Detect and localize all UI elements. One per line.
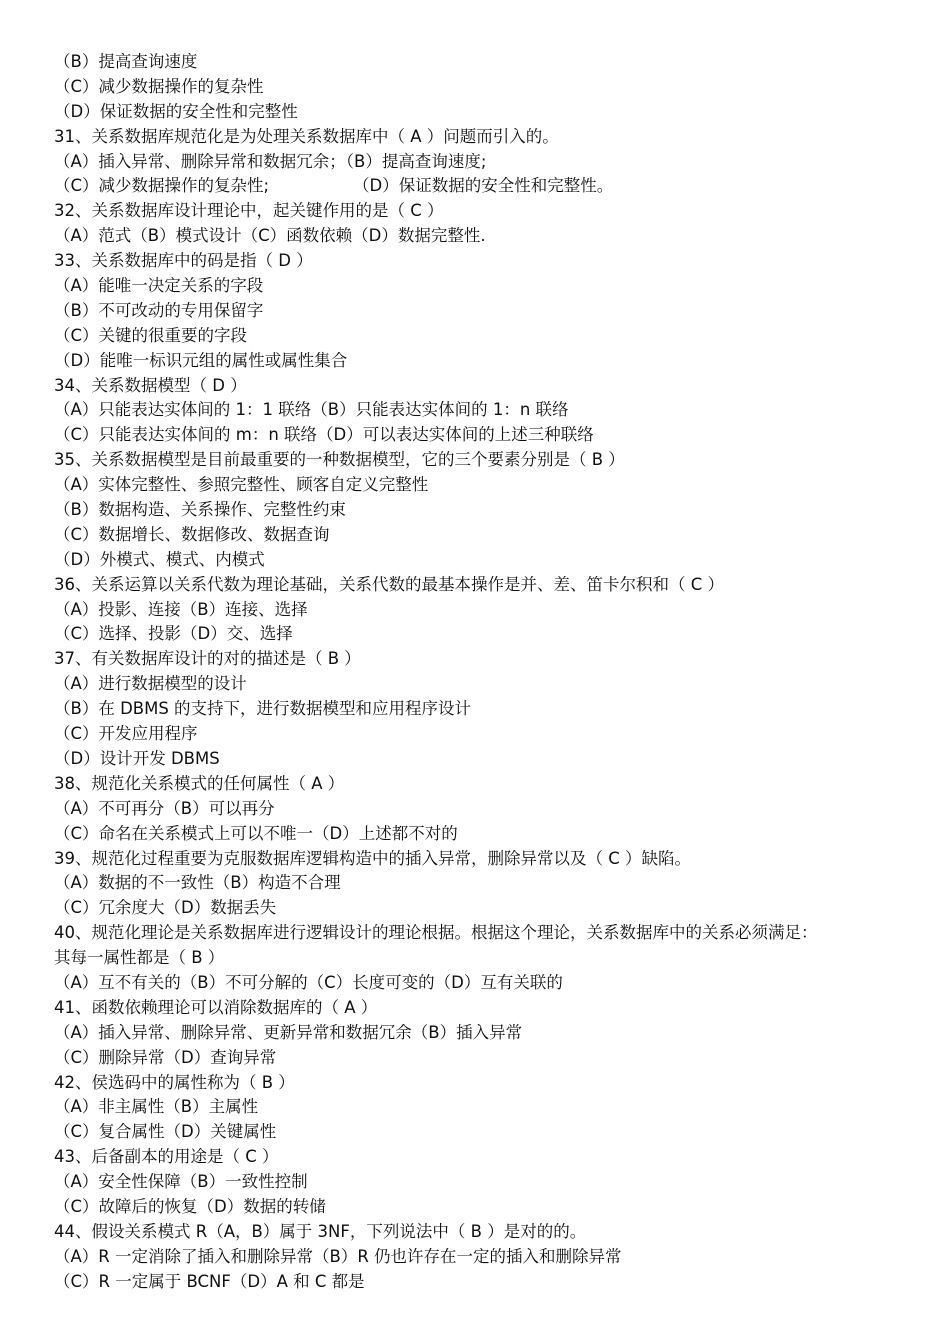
text-line: （B）在 DBMS 的支持下，进行数据模型和应用程序设计	[54, 699, 472, 719]
text-line: （A）插入异常、删除异常、更新异常和数据冗余（B）插入异常	[54, 1022, 523, 1042]
text-line: （C）命名在关系模式上可以不唯一（D）上述都不对的	[54, 823, 458, 843]
text-line: （A）互不有关的（B）不可分解的（C）长度可变的（D）互有关联的	[54, 972, 563, 992]
text-line: （A）只能表达实体间的 1：1 联络（B）只能表达实体间的 1：n 联络	[54, 400, 569, 420]
text-line: （C）R 一定属于 BCNF（D）A 和 C 都是	[54, 1271, 365, 1291]
text-line: （C）减少数据操作的复杂性; （D）保证数据的安全性和完整性。	[54, 176, 614, 196]
text-line: （A）进行数据模型的设计	[54, 674, 247, 694]
question-line: 32、关系数据库设计理论中，起关键作用的是（ C ）	[54, 201, 444, 221]
question-line: 34、关系数据模型（ D ）	[54, 375, 247, 395]
text-line: （D）保证数据的安全性和完整性	[54, 101, 298, 121]
text-line: （C）复合属性（D）关键属性	[54, 1122, 277, 1142]
text-line: （A）能唯一决定关系的字段	[54, 276, 264, 296]
text-line: （C）减少数据操作的复杂性	[54, 76, 264, 96]
question-line: 31、关系数据库规范化是为处理关系数据库中（ A ）问题而引入的。	[54, 126, 559, 146]
question-line: 42、侯选码中的属性称为（ B ）	[54, 1072, 295, 1092]
text-line: （A）数据的不一致性（B）构造不合理	[54, 873, 341, 893]
question-line: 36、关系运算以关系代数为理论基础，关系代数的最基本操作是并、差、笛卡尔积和（ C ）	[54, 574, 725, 594]
text-line: （C）开发应用程序	[54, 724, 198, 744]
text-line: （B）数据构造、关系操作、完整性约束	[54, 500, 346, 520]
question-line: 40、规范化理论是关系数据库进行逻辑设计的理论根据。根据这个理论，关系数据库中的关系必须满足：	[54, 923, 818, 943]
text-line: （D）设计开发 DBMS	[54, 748, 220, 768]
question-line: 35、关系数据模型是目前最重要的一种数据模型，它的三个要素分别是（ B ）	[54, 450, 625, 470]
text-line: （C）删除异常（D）查询异常	[54, 1047, 277, 1067]
question-line: 43、后备副本的用途是（ C ）	[54, 1147, 279, 1167]
question-line: 44、假设关系模式 R（A，B）属于 3NF，下列说法中（ B ）是对的的。	[54, 1221, 587, 1241]
text-line: （C）故障后的恢复（D）数据的转储	[54, 1196, 326, 1216]
text-line: 其每一属性都是（ B ）	[54, 948, 225, 968]
text-line: （B）提高查询速度	[54, 52, 198, 71]
text-line: （B）不可改动的专用保留字	[54, 300, 264, 320]
question-text-block	[54, 50, 904, 1295]
text-line: （C）冗余度大（D）数据丢失	[54, 898, 277, 918]
text-line: （A）不可再分（B）可以再分	[54, 798, 275, 818]
text-line: （C）数据增长、数据修改、数据查询	[54, 524, 330, 544]
question-line: 41、函数依赖理论可以消除数据库的（ A ）	[54, 997, 378, 1017]
text-line: （A）实体完整性、参照完整性、顾客自定义完整性	[54, 475, 429, 495]
text-line: （A）插入异常、删除异常和数据冗余；（B）提高查询速度;	[54, 151, 487, 171]
text-line: （A）非主属性（B）主属性	[54, 1097, 259, 1117]
text-line: （D）外模式、模式、内模式	[54, 549, 265, 569]
question-line: 37、有关数据库设计的对的描述是（ B ）	[54, 649, 361, 669]
text-line: （C）只能表达实体间的 m：n 联络（D）可以表达实体间的上述三种联络	[54, 425, 594, 445]
text-line: （A）R 一定消除了插入和删除异常（B）R 仍也许存在一定的插入和删除异常	[54, 1246, 622, 1266]
text-line: （A）范式（B）模式设计（C）函数依赖（D）数据完整性.	[54, 226, 486, 246]
question-line: 39、规范化过程重要为克服数据库逻辑构造中的插入异常，删除异常以及（ C ）缺陷。	[54, 848, 692, 868]
question-line: 38、规范化关系模式的任何属性（ A ）	[54, 773, 345, 793]
text-line: （C）选择、投影（D）交、选择	[54, 624, 293, 644]
text-line: （C）关键的很重要的字段	[54, 325, 248, 345]
question-line: 33、关系数据库中的码是指（ D ）	[54, 251, 313, 271]
text-line: （A）安全性保障（B）一致性控制	[54, 1172, 308, 1192]
text-line: （D）能唯一标识元组的属性或属性集合	[54, 350, 348, 370]
text-line: （A）投影、连接（B）连接、选择	[54, 599, 308, 619]
